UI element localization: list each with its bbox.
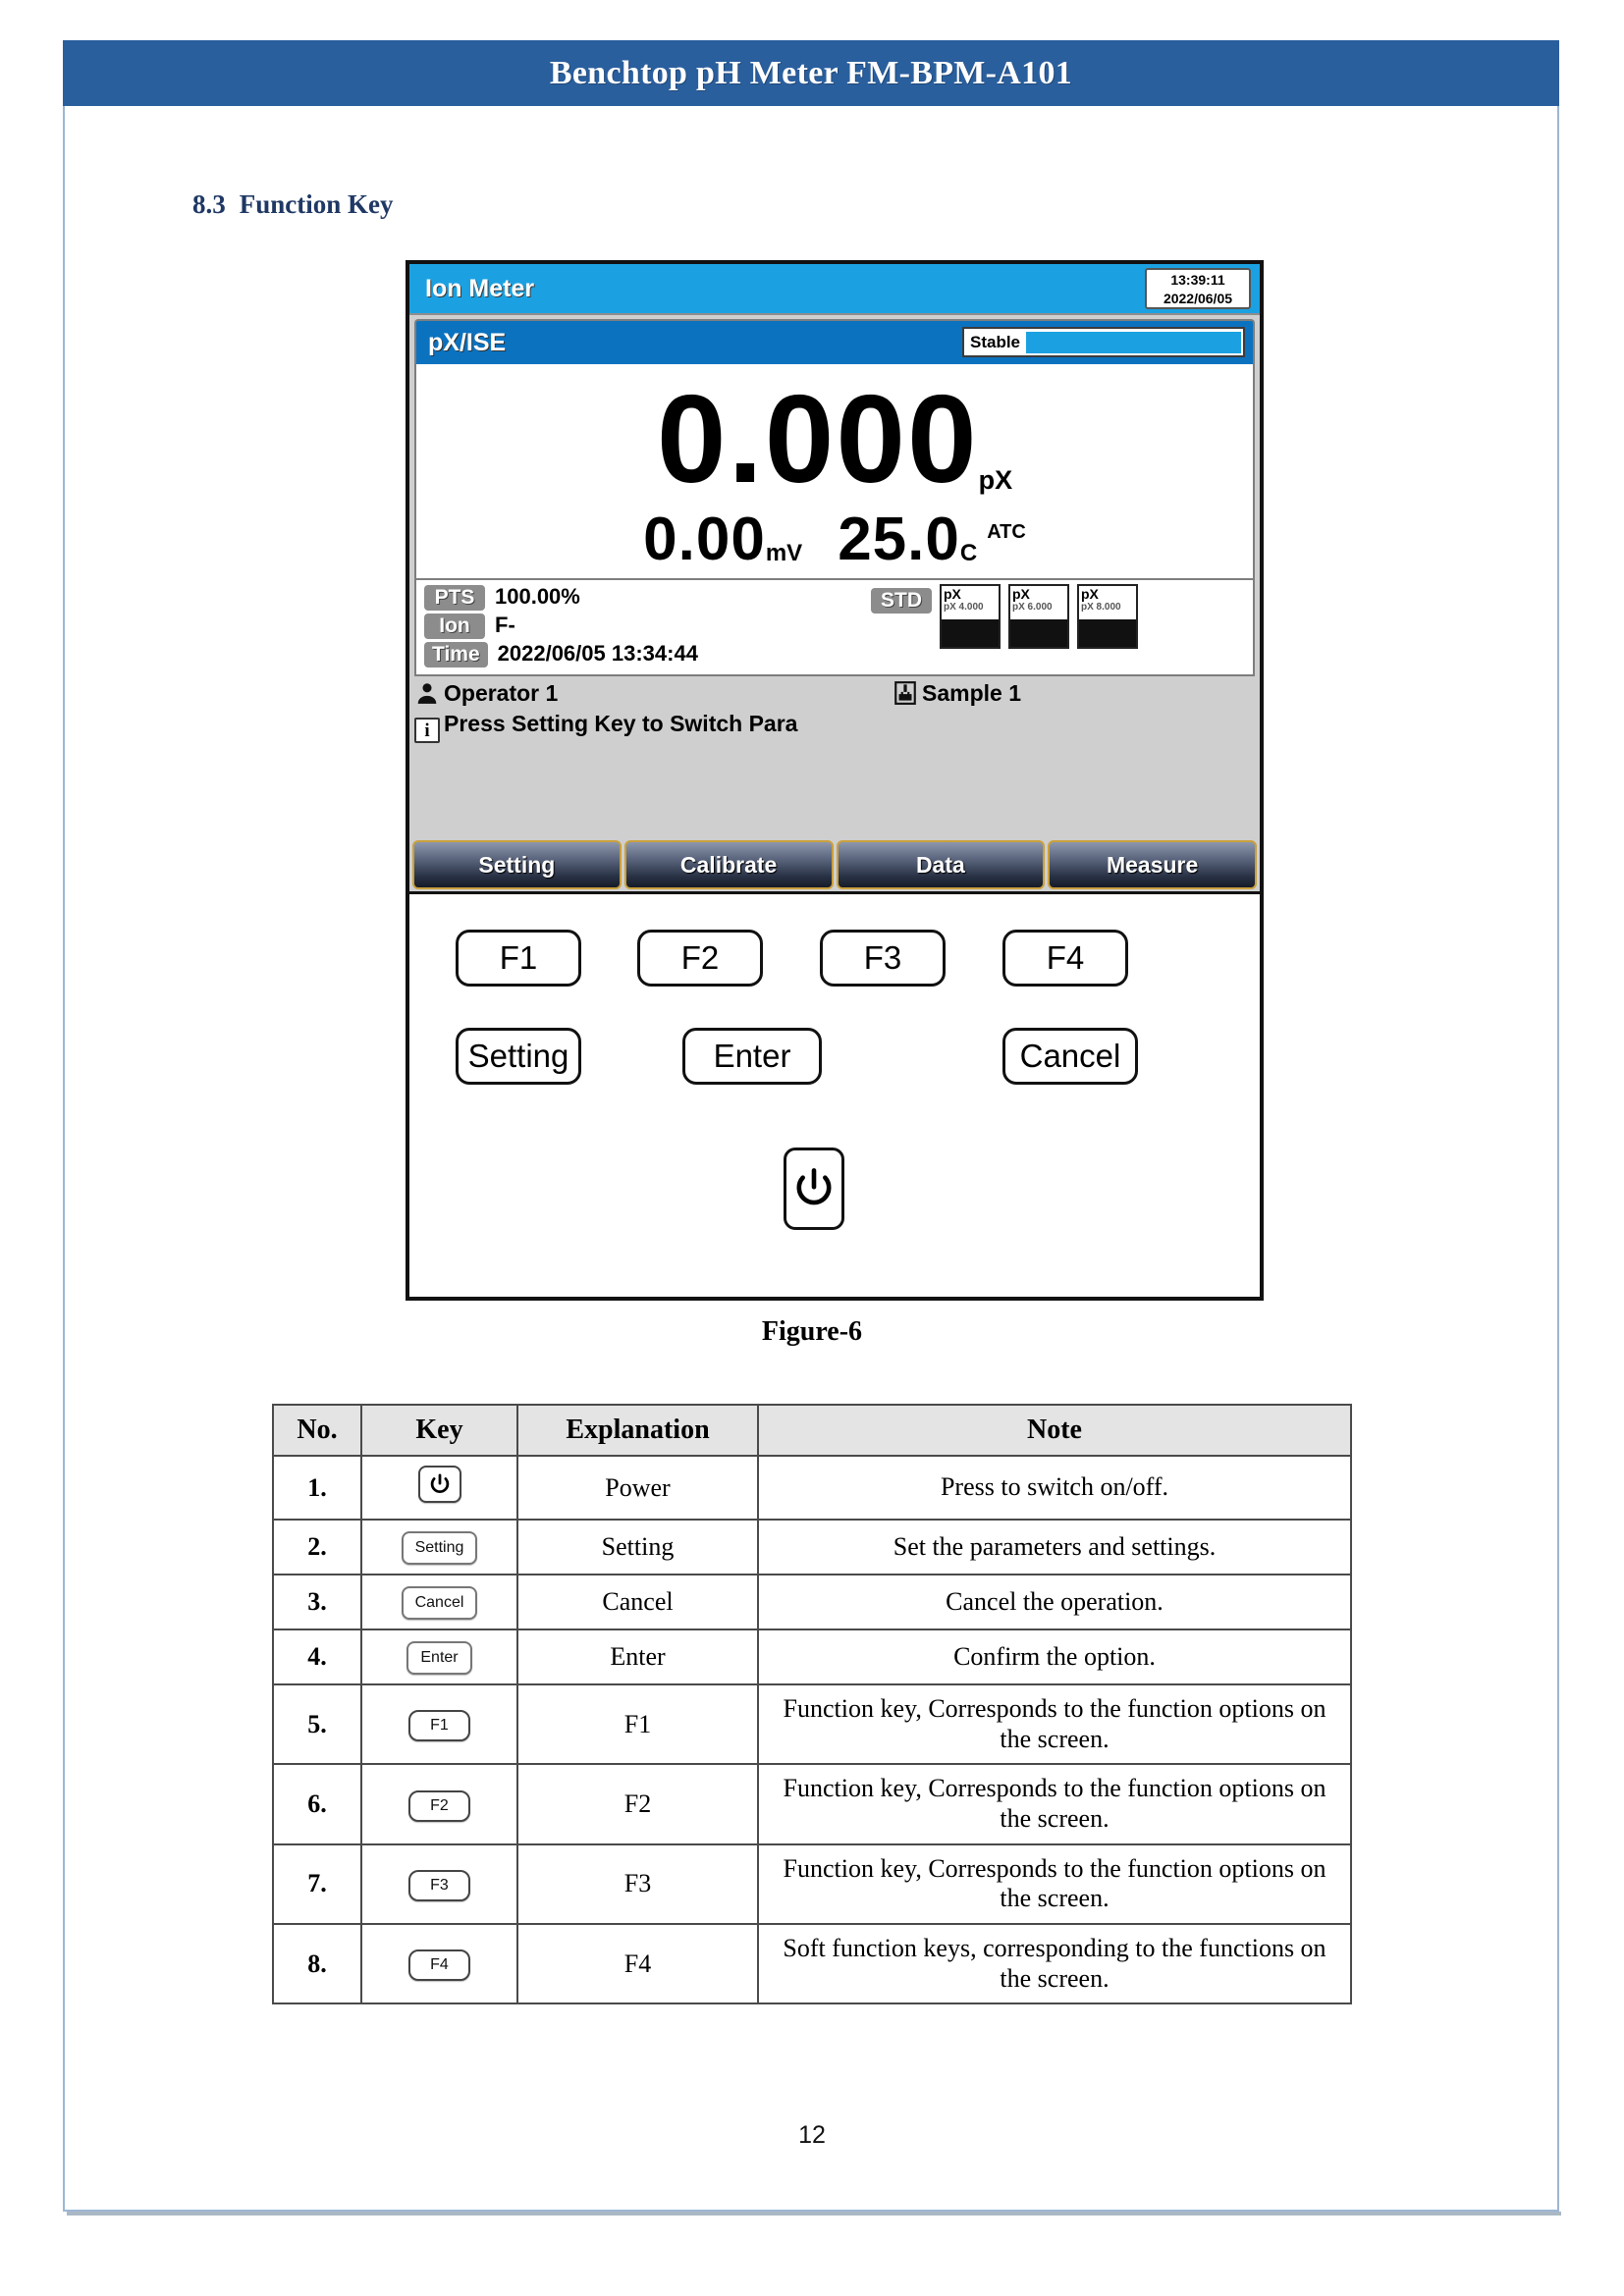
- power-icon: [792, 1166, 836, 1211]
- softkey-measure[interactable]: Measure: [1048, 840, 1257, 889]
- beaker-fill: [942, 619, 999, 647]
- clock-time: 13:39:11: [1170, 272, 1225, 288]
- softkey-calibrate[interactable]: Calibrate: [624, 840, 834, 889]
- table-row: [273, 1844, 1351, 1924]
- row-key-glyph: [361, 1456, 517, 1520]
- device-keypad: [409, 894, 1260, 1297]
- mini-key-f3[interactable]: F3: [408, 1870, 470, 1901]
- key-cancel[interactable]: Cancel: [1002, 1028, 1138, 1085]
- key-f3[interactable]: F3: [820, 930, 946, 987]
- row-explanation: F1: [517, 1684, 758, 1764]
- beaker-title: pX: [1012, 586, 1030, 602]
- mini-key-f2[interactable]: F2: [408, 1790, 470, 1822]
- time-tag: Time: [424, 642, 488, 667]
- primary-reading-value: 0.000: [656, 369, 979, 508]
- row-number: 2.: [273, 1520, 361, 1575]
- document-header-band: [63, 40, 1559, 106]
- beaker-fill: [1079, 619, 1136, 647]
- secondary-reading-row: [416, 505, 1253, 574]
- table-row: [273, 1629, 1351, 1684]
- temperature-mode: ATC: [987, 521, 1026, 543]
- row-explanation: Setting: [517, 1520, 758, 1575]
- temperature-value: 25.0: [838, 506, 960, 573]
- mini-key-f4[interactable]: F4: [408, 1949, 470, 1981]
- function-key-table: [272, 1404, 1352, 2004]
- key-f4[interactable]: F4: [1002, 930, 1128, 987]
- row-note: Cancel the operation.: [758, 1575, 1351, 1629]
- column-header-no: No.: [273, 1405, 361, 1456]
- beaker-title: pX: [1081, 586, 1099, 602]
- row-number: 1.: [273, 1456, 361, 1520]
- mini-key-power[interactable]: [418, 1466, 461, 1503]
- primary-reading-unit: pX: [978, 465, 1013, 495]
- row-explanation: Enter: [517, 1629, 758, 1684]
- sample-wrap: [893, 680, 1021, 707]
- mv-unit: mV: [765, 540, 803, 566]
- sample-icon: [893, 680, 918, 706]
- standard-beaker-icon: [1077, 584, 1138, 649]
- device-screen: [409, 264, 1260, 894]
- row-explanation: Power: [517, 1456, 758, 1520]
- operator-name: Operator 1: [444, 680, 559, 706]
- row-number: 6.: [273, 1764, 361, 1843]
- ion-row: [424, 613, 515, 639]
- beaker-fill: [1010, 619, 1067, 647]
- info-panel: [414, 580, 1255, 676]
- row-key-glyph: [361, 1684, 517, 1764]
- reading-panel: [414, 364, 1255, 580]
- power-icon: [429, 1472, 451, 1496]
- row-key-glyph: [361, 1575, 517, 1629]
- row-key-glyph: [361, 1844, 517, 1924]
- column-header-key: Key: [361, 1405, 517, 1456]
- softkey-data[interactable]: Data: [837, 840, 1046, 889]
- mini-key-f1[interactable]: F1: [408, 1710, 470, 1741]
- measurement-mode-bar: [414, 319, 1255, 364]
- mv-value: 0.00: [643, 506, 766, 573]
- stability-indicator: [962, 327, 1245, 357]
- key-power[interactable]: [784, 1148, 844, 1230]
- beaker-value: pX 8.000: [1081, 602, 1121, 613]
- standard-beaker-icon: [940, 584, 1001, 649]
- beaker-title: pX: [944, 586, 961, 602]
- table-row: [273, 1924, 1351, 2003]
- key-enter[interactable]: Enter: [682, 1028, 822, 1085]
- standard-beaker-icon: [1008, 584, 1069, 649]
- time-value: 2022/06/05 13:34:44: [497, 641, 698, 666]
- softkey-bar: [409, 840, 1260, 891]
- info-icon: i: [414, 718, 440, 743]
- figure-caption: Figure-6: [761, 1316, 863, 1347]
- pts-tag: PTS: [424, 585, 485, 611]
- standards-group: [871, 584, 1138, 649]
- page-number: 12: [798, 2121, 826, 2149]
- time-row: [424, 641, 698, 667]
- row-number: 5.: [273, 1684, 361, 1764]
- key-f1[interactable]: F1: [456, 930, 581, 987]
- key-f2[interactable]: F2: [637, 930, 763, 987]
- row-explanation: Cancel: [517, 1575, 758, 1629]
- beaker-value: pX 4.000: [944, 602, 984, 613]
- screen-title-bar: [409, 264, 1260, 315]
- key-setting[interactable]: Setting: [456, 1028, 581, 1085]
- softkey-setting[interactable]: Setting: [412, 840, 622, 889]
- row-note: Function key, Corresponds to the function options on the screen.: [758, 1684, 1351, 1764]
- device-figure: [406, 260, 1264, 1301]
- primary-reading-row: [416, 366, 1253, 511]
- temperature-unit: C: [959, 540, 978, 566]
- table-row: [273, 1456, 1351, 1520]
- table-row: [273, 1520, 1351, 1575]
- row-note: Soft function keys, corresponding to the functions on the screen.: [758, 1924, 1351, 2003]
- row-number: 4.: [273, 1629, 361, 1684]
- table-row: [273, 1764, 1351, 1843]
- ion-value: F-: [495, 613, 515, 637]
- section-heading: [192, 189, 394, 220]
- stability-bar-fill: [1026, 332, 1241, 353]
- clock-display: [1145, 268, 1251, 309]
- row-explanation: F3: [517, 1844, 758, 1924]
- row-note: Function key, Corresponds to the function options on the screen.: [758, 1764, 1351, 1843]
- row-key-glyph: [361, 1520, 517, 1575]
- hint-text: Press Setting Key to Switch Para: [444, 711, 798, 736]
- column-header-explanation: Explanation: [517, 1405, 758, 1456]
- row-note: Set the parameters and settings.: [758, 1520, 1351, 1575]
- beaker-value: pX 6.000: [1012, 602, 1053, 613]
- table-row: [273, 1684, 1351, 1764]
- column-header-note: Note: [758, 1405, 1351, 1456]
- section-number: 8.3: [192, 189, 226, 219]
- page-title: Benchtop pH Meter FM-BPM-A101: [549, 55, 1073, 91]
- row-key-glyph: [361, 1924, 517, 2003]
- table-header-row: [273, 1405, 1351, 1456]
- pts-row: [424, 584, 580, 611]
- row-number: 8.: [273, 1924, 361, 2003]
- row-note: Function key, Corresponds to the function options on the screen.: [758, 1844, 1351, 1924]
- person-icon: [414, 680, 440, 706]
- row-note: Press to switch on/off.: [758, 1456, 1351, 1520]
- pts-value: 100.00%: [495, 584, 580, 609]
- mini-key-setting[interactable]: Setting: [402, 1531, 478, 1565]
- row-note: Confirm the option.: [758, 1629, 1351, 1684]
- screen-app-name: Ion Meter: [425, 275, 535, 302]
- section-title: Function Key: [239, 189, 394, 219]
- table-row: [273, 1575, 1351, 1629]
- row-number: 7.: [273, 1844, 361, 1924]
- row-number: 3.: [273, 1575, 361, 1629]
- mini-key-enter[interactable]: Enter: [406, 1641, 471, 1675]
- stability-label: Stable: [970, 332, 1021, 351]
- ion-tag: Ion: [424, 614, 485, 639]
- mode-label: pX/ISE: [428, 329, 507, 356]
- sample-name: Sample 1: [922, 680, 1021, 706]
- std-tag: STD: [871, 588, 932, 614]
- row-key-glyph: [361, 1764, 517, 1843]
- row-explanation: F4: [517, 1924, 758, 2003]
- row-key-glyph: [361, 1629, 517, 1684]
- mini-key-cancel[interactable]: Cancel: [402, 1586, 478, 1620]
- clock-date: 2022/06/05: [1163, 291, 1233, 306]
- operator-sample-row: [414, 680, 1255, 711]
- hint-row: [414, 711, 1255, 741]
- row-explanation: F2: [517, 1764, 758, 1843]
